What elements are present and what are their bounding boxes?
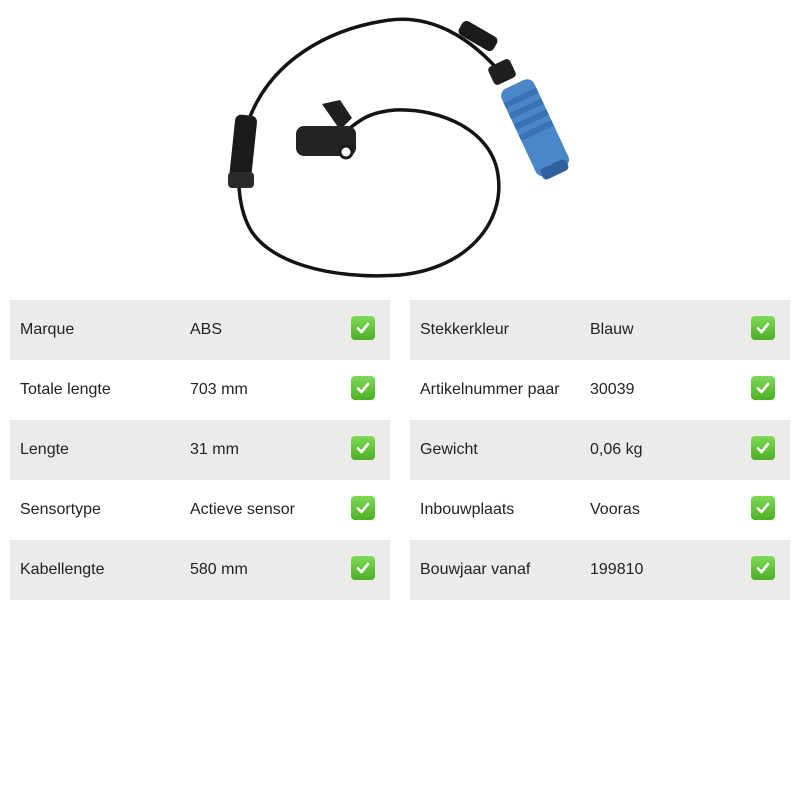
spec-row (10, 420, 390, 480)
spec-label: Gewicht (420, 441, 478, 458)
check-mark-icon (751, 376, 775, 400)
product-image (0, 0, 800, 292)
spec-label: Artikelnummer paar (420, 381, 560, 398)
spec-value: Blauw (590, 321, 634, 338)
check-mark-icon (751, 496, 775, 520)
spec-row (410, 360, 790, 420)
spec-label: Inbouwplaats (420, 501, 515, 518)
spec-value: Actieve sensor (190, 501, 295, 518)
check-mark-icon (351, 496, 375, 520)
spec-label: Totale lengte (20, 381, 111, 398)
spec-table-left (10, 300, 390, 600)
spec-row (410, 540, 790, 600)
spec-label: Lengte (20, 441, 69, 458)
spec-value: 30039 (590, 381, 635, 398)
cable-grommet-top (457, 19, 500, 53)
spec-value: Vooras (590, 501, 640, 518)
check-mark-icon (751, 556, 775, 580)
check-mark-icon (351, 376, 375, 400)
spec-row (410, 480, 790, 540)
spec-value: 580 mm (190, 561, 248, 578)
blue-connector (498, 77, 573, 183)
spec-row (410, 300, 790, 360)
spec-value: ABS (190, 321, 223, 338)
check-mark-icon (751, 316, 775, 340)
spec-row (10, 300, 390, 360)
check-mark-icon (751, 436, 775, 460)
check-mark-icon (351, 316, 375, 340)
spec-value: 199810 (590, 561, 644, 578)
spec-label: Bouwjaar vanaf (420, 561, 531, 578)
sensor-cable (239, 19, 505, 276)
spec-row (10, 480, 390, 540)
spec-label: Sensortype (20, 501, 101, 518)
check-mark-icon (351, 436, 375, 460)
spec-table-right (410, 300, 790, 600)
spec-value: 31 mm (190, 441, 239, 458)
check-mark-icon (351, 556, 375, 580)
spec-label: Kabellengte (20, 561, 105, 578)
sensor-head (296, 100, 356, 158)
spec-label: Marque (20, 321, 75, 338)
spec-label: Stekkerkleur (420, 321, 509, 338)
spec-row (410, 420, 790, 480)
spec-row (10, 360, 390, 420)
spec-row (10, 540, 390, 600)
spec-value: 0,06 kg (590, 441, 643, 458)
spec-value: 703 mm (190, 381, 248, 398)
